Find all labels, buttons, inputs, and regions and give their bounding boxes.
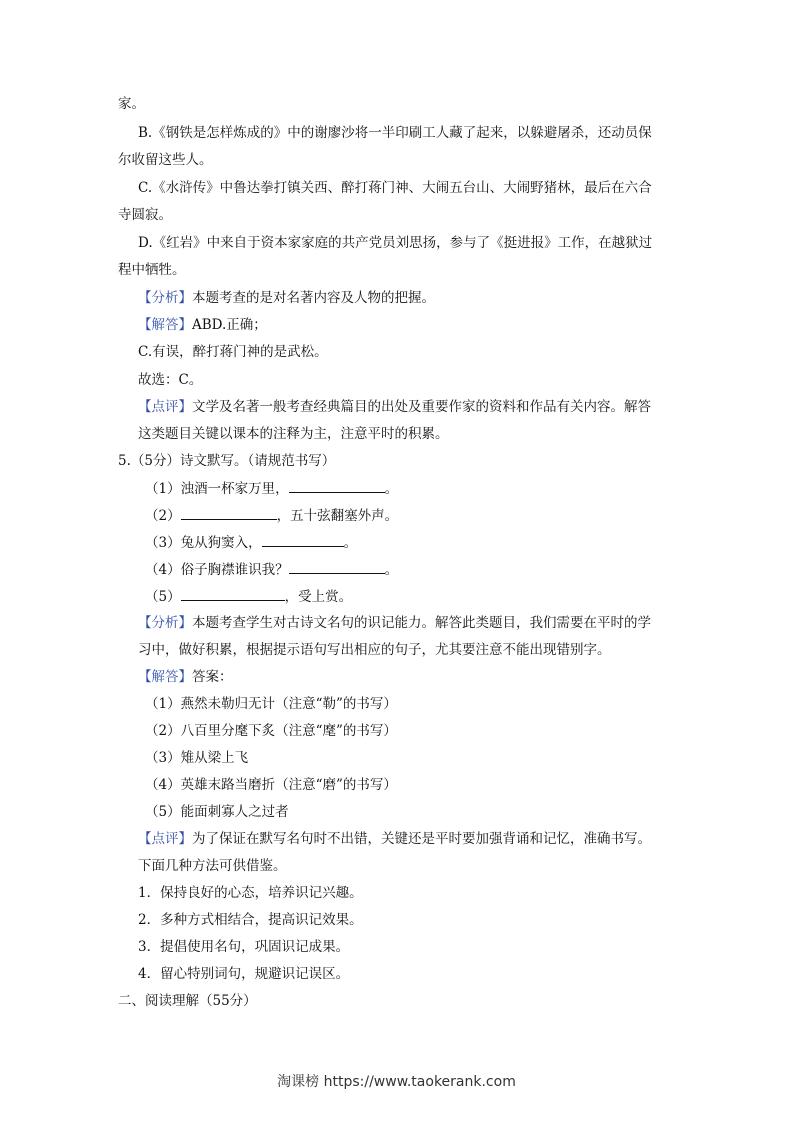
answer-item: （3）雉从梁上飞 xyxy=(145,750,249,766)
solution-text: 答案： xyxy=(192,669,233,685)
q5-item-5-num: （5） xyxy=(145,589,181,605)
q5-analysis-line xyxy=(138,614,651,632)
solution-tag: 【解答】 xyxy=(138,669,192,685)
option-c-line-cont: 寺圆寂。 xyxy=(118,207,172,223)
q5-comment-line-cont: 下面几种方法可供借鉴。 xyxy=(138,858,287,874)
method-item: 3．提倡使用名句，巩固识记成果。 xyxy=(138,939,350,955)
option-d-line: D.《红岩》中来自于资本家家庭的共产党员刘思扬，参与了《挺进报》工作，在越狱过 xyxy=(138,235,653,251)
option-b-line-cont: 尔收留这些人。 xyxy=(118,152,213,168)
analysis-tag: 【分析】 xyxy=(138,615,192,631)
q5-analysis-line-cont: 习中，做好积累，根据提示语句写出相应的句子，尤其要注意不能出现错别字。 xyxy=(138,642,611,658)
answer-item: （1）燕然未勒归无计（注意“勒”的书写） xyxy=(145,696,397,712)
answer-item: （5）能面刺寡人之过者 xyxy=(145,804,289,820)
q5-item-1-text: （1）浊酒一杯家万里， xyxy=(145,481,289,497)
analysis-tag: 【分析】 xyxy=(138,290,192,306)
answer-choice-line: 故选：C。 xyxy=(138,372,203,388)
answer-blank xyxy=(181,587,285,601)
method-item: 2．多种方式相结合，提高识记效果。 xyxy=(138,912,363,928)
answer-blank xyxy=(289,560,385,574)
solution-line-2: C.有误，醉打蒋门神的是武松。 xyxy=(138,344,328,360)
q5-item-3-text: （3）兔从狗窦入， xyxy=(145,535,262,551)
q5-item-2 xyxy=(145,506,398,525)
q5-item-1 xyxy=(145,479,398,498)
answer-item: （4）英雄末路当磨折（注意“磨”的书写） xyxy=(145,777,397,793)
q5-item-5 xyxy=(145,587,352,606)
analysis-text: 本题考查的是对名著内容及人物的把握。 xyxy=(192,290,435,306)
answer-blank xyxy=(289,479,385,493)
analysis-line xyxy=(138,289,435,307)
comment-line xyxy=(138,398,651,416)
q5-item-4-text: （4）俗子胸襟谁识我？ xyxy=(145,562,289,578)
answer-blank xyxy=(181,506,277,520)
comment-tag: 【点评】 xyxy=(138,399,192,415)
q5-item-3 xyxy=(145,533,357,552)
answer-blank xyxy=(262,533,344,547)
q5-comment-line xyxy=(138,830,651,848)
q5-item-5-text: ，受上赏。 xyxy=(284,589,353,605)
q5-item-2-num: （2） xyxy=(145,508,181,524)
section-heading: 二、阅读理解（55分） xyxy=(118,993,257,1009)
q5-item-1-punct: 。 xyxy=(384,481,399,497)
comment-line-cont: 这类题目关键以课本的注释为主，注意平时的积累。 xyxy=(138,426,449,442)
option-c-line: C.《水浒传》中鲁达拳打镇关西、醉打蒋门神、大闹五台山、大闹野猪林，最后在六合 xyxy=(138,180,652,196)
q5-item-2-text: ，五十弦翻塞外声。 xyxy=(276,508,399,524)
q5-item-3-punct: 。 xyxy=(343,535,358,551)
q5-item-4-punct: 。 xyxy=(384,562,399,578)
method-item: 1．保持良好的心态，培养识记兴趣。 xyxy=(138,885,363,901)
answer-item: （2）八百里分麾下炙（注意“麾”的书写） xyxy=(145,723,397,739)
comment-text: 文学及名著一般考查经典篇目的出处及重要作家的资料和作品有关内容。解答 xyxy=(192,399,651,415)
question-5-title: 5.（5分）诗文默写。（请规范书写） xyxy=(118,453,336,469)
q5-solution-line xyxy=(138,668,233,686)
comment-text: 为了保证在默写名句时不出错，关键还是平时要加强背诵和记忆，准确书写。 xyxy=(192,831,651,847)
method-item: 4．留心特别词句，规避识记误区。 xyxy=(138,966,350,982)
solution-text: ABD.正确； xyxy=(192,317,267,333)
option-d-line-cont: 程中牺牲。 xyxy=(118,262,186,278)
q5-item-4 xyxy=(145,560,398,579)
solution-tag: 【解答】 xyxy=(138,317,192,333)
page-footer-watermark: 淘课榜 https://www.taokerank.com xyxy=(277,1074,516,1090)
comment-tag: 【点评】 xyxy=(138,831,192,847)
analysis-text: 本题考查学生对古诗文名句的识记能力。解答此类题目，我们需要在平时的学 xyxy=(192,615,651,631)
option-b-line: B.《钢铁是怎样炼成的》中的谢廖沙将一半印刷工人藏了起来，以躲避屠杀，还动员保 xyxy=(138,125,652,141)
solution-line xyxy=(138,316,267,334)
paragraph-line: 家。 xyxy=(118,96,145,112)
